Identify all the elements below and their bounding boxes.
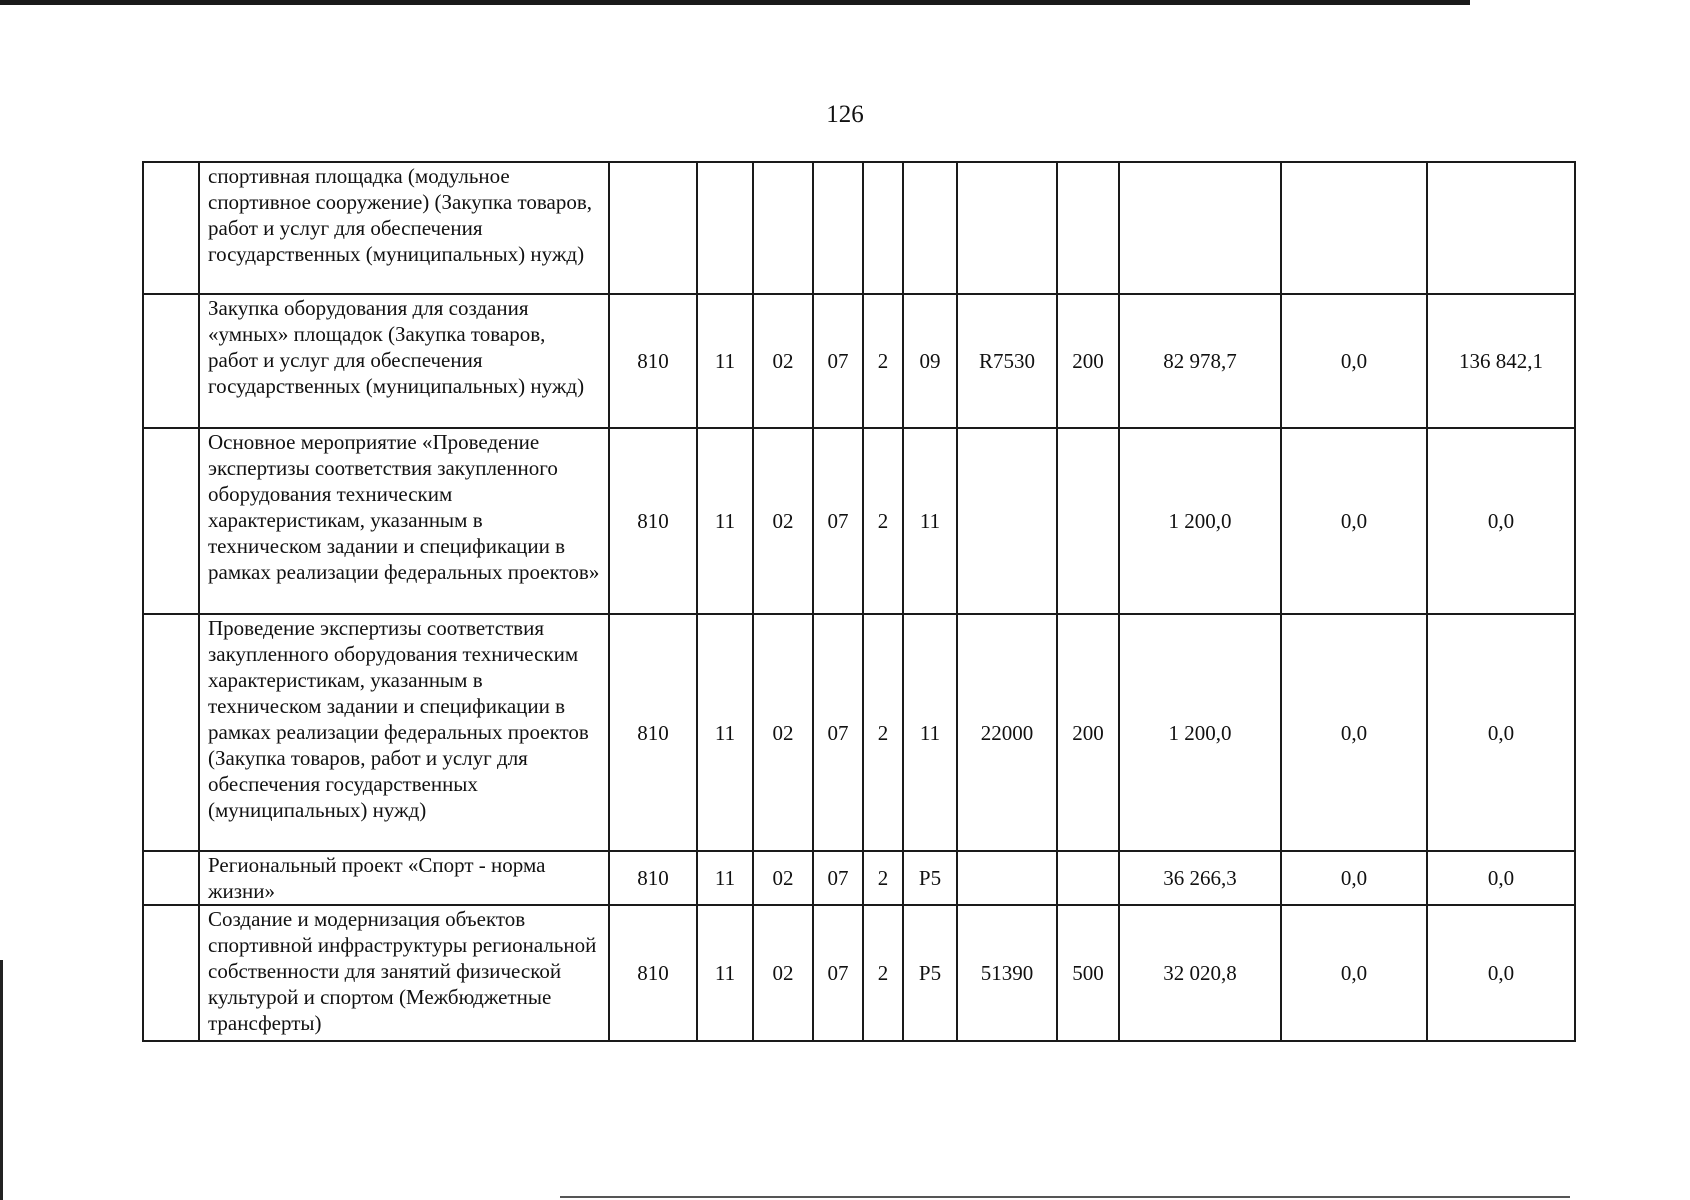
row-number-cell xyxy=(143,294,199,428)
vr-cell xyxy=(1057,162,1119,294)
sum2-cell: 0,0 xyxy=(1281,614,1427,851)
direction-cell: R7530 xyxy=(957,294,1057,428)
sum3-cell: 0,0 xyxy=(1427,614,1575,851)
description-cell: Проведение экспертизы соответствия закупленного оборудования техническим характеристикам, указанным в техническом задании и спецификации в рамках реализации федеральных проектов (Закупка товаров, работ и услуг для обеспечения государственных (муниципальных) нужд) xyxy=(199,614,609,851)
ved-cell: 810 xyxy=(609,614,697,851)
table-row xyxy=(143,294,1575,428)
pr-cell xyxy=(753,162,813,294)
subprogram-cell: 2 xyxy=(863,294,903,428)
program-cell: 07 xyxy=(813,851,863,905)
table-row xyxy=(143,905,1575,1041)
sum3-cell: 0,0 xyxy=(1427,905,1575,1041)
direction-cell xyxy=(957,162,1057,294)
table-row xyxy=(143,162,1575,294)
subprogram-cell: 2 xyxy=(863,428,903,614)
activity-cell: P5 xyxy=(903,905,957,1041)
rz-cell: 11 xyxy=(697,294,753,428)
direction-cell xyxy=(957,851,1057,905)
scan-edge-left xyxy=(0,960,3,1200)
row-number-cell xyxy=(143,614,199,851)
pr-cell: 02 xyxy=(753,294,813,428)
sum3-cell xyxy=(1427,162,1575,294)
ved-cell: 810 xyxy=(609,851,697,905)
program-cell: 07 xyxy=(813,294,863,428)
program-cell xyxy=(813,162,863,294)
table-row xyxy=(143,428,1575,614)
sum2-cell: 0,0 xyxy=(1281,294,1427,428)
activity-cell: 09 xyxy=(903,294,957,428)
ved-cell: 810 xyxy=(609,428,697,614)
program-cell: 07 xyxy=(813,428,863,614)
table-row xyxy=(143,851,1575,905)
sum1-cell: 32 020,8 xyxy=(1119,905,1281,1041)
pr-cell: 02 xyxy=(753,614,813,851)
sum3-cell: 0,0 xyxy=(1427,428,1575,614)
ved-cell xyxy=(609,162,697,294)
activity-cell: 11 xyxy=(903,428,957,614)
sum3-cell: 0,0 xyxy=(1427,851,1575,905)
pr-cell: 02 xyxy=(753,428,813,614)
direction-cell: 22000 xyxy=(957,614,1057,851)
ved-cell: 810 xyxy=(609,905,697,1041)
subprogram-cell xyxy=(863,162,903,294)
description-cell: Региональный проект «Спорт - норма жизни» xyxy=(199,851,609,905)
sum2-cell xyxy=(1281,162,1427,294)
pr-cell: 02 xyxy=(753,851,813,905)
scan-edge-bottom xyxy=(560,1196,1570,1198)
row-number-cell xyxy=(143,162,199,294)
sum1-cell: 36 266,3 xyxy=(1119,851,1281,905)
rz-cell: 11 xyxy=(697,905,753,1041)
vr-cell: 200 xyxy=(1057,294,1119,428)
description-cell: Создание и модернизация объектов спортивной инфраструктуры региональной собственности для занятий физической культурой и спортом (Межбюджетные трансферты) xyxy=(199,905,609,1041)
program-cell: 07 xyxy=(813,905,863,1041)
sum2-cell: 0,0 xyxy=(1281,905,1427,1041)
rz-cell xyxy=(697,162,753,294)
direction-cell xyxy=(957,428,1057,614)
budget-table xyxy=(142,161,1576,1042)
sum3-cell: 136 842,1 xyxy=(1427,294,1575,428)
vr-cell: 200 xyxy=(1057,614,1119,851)
direction-cell: 51390 xyxy=(957,905,1057,1041)
description-cell: Закупка оборудования для создания «умных» площадок (Закупка товаров, работ и услуг для обеспечения государственных (муниципальных) нужд) xyxy=(199,294,609,428)
sum2-cell: 0,0 xyxy=(1281,851,1427,905)
description-cell: спортивная площадка (модульное спортивное сооружение) (Закупка товаров, работ и услуг для обеспечения государственных (муниципальных) нужд) xyxy=(199,162,609,294)
vr-cell xyxy=(1057,428,1119,614)
subprogram-cell: 2 xyxy=(863,614,903,851)
scan-edge-top xyxy=(0,0,1470,5)
sum1-cell xyxy=(1119,162,1281,294)
subprogram-cell: 2 xyxy=(863,851,903,905)
page-number: 126 xyxy=(826,101,864,128)
row-number-cell xyxy=(143,851,199,905)
rz-cell: 11 xyxy=(697,614,753,851)
activity-cell: P5 xyxy=(903,851,957,905)
row-number-cell xyxy=(143,905,199,1041)
rz-cell: 11 xyxy=(697,428,753,614)
sum1-cell: 1 200,0 xyxy=(1119,614,1281,851)
vr-cell xyxy=(1057,851,1119,905)
rz-cell: 11 xyxy=(697,851,753,905)
sum1-cell: 82 978,7 xyxy=(1119,294,1281,428)
ved-cell: 810 xyxy=(609,294,697,428)
activity-cell xyxy=(903,162,957,294)
program-cell: 07 xyxy=(813,614,863,851)
row-number-cell xyxy=(143,428,199,614)
activity-cell: 11 xyxy=(903,614,957,851)
description-cell: Основное мероприятие «Проведение экспертизы соответствия закупленного оборудования техническим характеристикам, указанным в техническом задании и спецификации в рамках реализации федеральных проектов» xyxy=(199,428,609,614)
pr-cell: 02 xyxy=(753,905,813,1041)
table-row xyxy=(143,614,1575,851)
sum1-cell: 1 200,0 xyxy=(1119,428,1281,614)
subprogram-cell: 2 xyxy=(863,905,903,1041)
vr-cell: 500 xyxy=(1057,905,1119,1041)
sum2-cell: 0,0 xyxy=(1281,428,1427,614)
